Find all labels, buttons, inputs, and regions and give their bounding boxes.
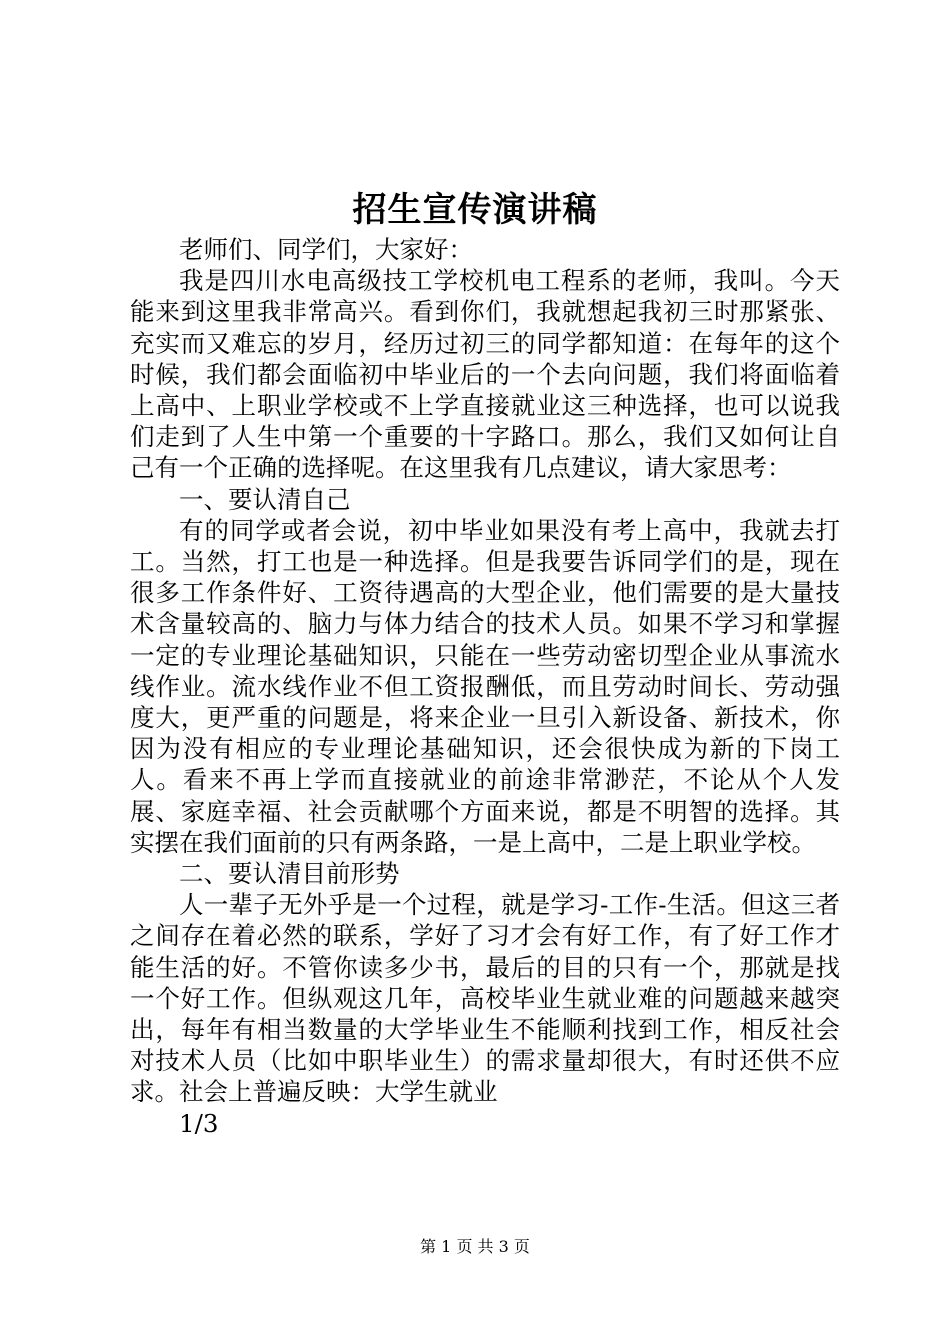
inline-page-marker: 1/3 [179,1108,219,1138]
section-1-paragraph: 有的同学或者会说，初中毕业如果没有考上高中，我就去打工。当然，打工也是一种选择。但是我要告诉同学们的是，现在很多工作条件好、工资待遇高的大型企业，他们需要的是大量技术含量较高的、脑力与体力结合的技术人员。如果不学习和掌握一定的专业理论基础知识，只能在一些劳动密切型企业从事流水线作业。流水线作业不但工资报酬低，而且劳动时间长、劳动强度大，更严重的问题是，将来企业一旦引入新设备、新技术，你因为没有相应的专业理论基础知识，还会很快成为新的下岗工人。看来不再上学而直接就业的前途非常渺茫，不论从个人发展、家庭幸福、社会贡献哪个方面来说，都是不明智的选择。其实摆在我们面前的只有两条路，一是上高中，二是上职业学校。 [130,515,840,857]
document-body [130,234,840,1139]
section-2-paragraph: 人一辈子无外乎是一个过程，就是学习-工作-生活。但这三者之间存在着必然的联系，学好了习才会有好工作，有了好工作才能生活的好。不管你读多少书，最后的目的只有一个，那就是找一个好工作。但纵观这几年，高校毕业生就业难的问题越来越突出，每年有相当数量的大学毕业生不能顺利找到工作，相反社会对技术人员（比如中职毕业生）的需求量却很大，有时还供不应求。社会上普遍反映：大学生就业 [130,890,840,1107]
page-counter: 第 1 页 共 3 页 [420,1237,530,1256]
intro-paragraph: 我是四川水电高级技工学校机电工程系的老师，我叫。今天能来到这里我非常高兴。看到你们，我就想起我初三时那紧张、充实而又难忘的岁月，经历过初三的同学都知道：在每年的这个时候，我们都会面临初中毕业后的一个去向问题，我们将面临着上高中、上职业学校或不上学直接就业这三种选择，也可以说我们走到了人生中第一个重要的十字路口。那么，我们又如何让自己有一个正确的选择呢。在这里我有几点建议，请大家思考： [130,266,840,483]
section-heading-2: 二、要认清目前形势 [179,859,400,889]
greeting-paragraph: 老师们、同学们，大家好： [179,235,473,264]
document-title: 招生宣传演讲稿 [352,190,598,230]
section-heading-1: 一、要认清自己 [179,484,351,514]
